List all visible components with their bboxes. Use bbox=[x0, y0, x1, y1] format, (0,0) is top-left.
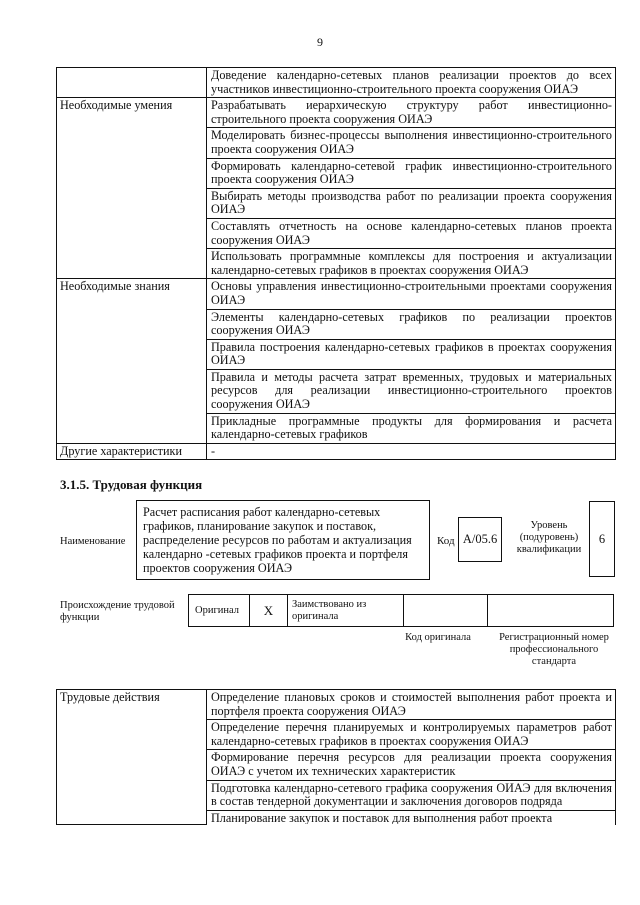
table-cell-text: Планирование закупок и поставок для выполнения работ проекта bbox=[211, 811, 553, 824]
table-cell: Доведение календарно-сетевых планов реализации проектов до всех участников инвестиционно-строительного проекта сооружения ОИАЭ bbox=[207, 68, 616, 98]
table-row bbox=[57, 443, 616, 460]
table-cell: Определение плановых сроков и стоимостей выполнения работ проекта и портфеля проекта сооружения ОИАЭ bbox=[207, 690, 616, 720]
borrowed-label: Заимствовано из оригинала bbox=[292, 599, 367, 622]
original-label: Оригинал bbox=[195, 604, 239, 616]
table-cell: Формирование перечня ресурсов для реализации проекта сооружения ОИАЭ с учетом их технических характеристик bbox=[207, 750, 616, 780]
code-label: Код bbox=[437, 535, 455, 547]
table-cell: Формировать календарно-сетевой график инвестиционно-строительного проекта сооружения ОИАЭ bbox=[207, 158, 616, 188]
function-name-value: Расчет расписания работ календарно-сетевых графиков, планирование закупок и поставок, распределение ресурсов по работам и актуализация календарно -сетевых графиков проекта и портфеля проектов сооружения ОИАЭ bbox=[143, 505, 412, 575]
table-row bbox=[57, 690, 616, 720]
table-cell: Прикладные программные продукты для формирования и расчета календарно-сетевых графиков bbox=[207, 413, 616, 443]
origin-label: Происхождение трудовой функции bbox=[60, 600, 175, 623]
original-label-cell bbox=[188, 594, 250, 627]
original-mark-cell bbox=[250, 594, 288, 627]
level-label: Уровень (подуровень) квалификации bbox=[516, 520, 582, 555]
table-cell: Правила и методы расчета затрат временных, трудовых и материальных ресурсов для реализации инвестиционно-строительного проектов сооружения ОИАЭ bbox=[207, 369, 616, 413]
competency-table bbox=[56, 67, 616, 460]
registration-number-cell bbox=[488, 594, 614, 627]
code-caption: Код оригинала bbox=[405, 632, 471, 643]
table-cell: Разрабатывать иерархическую структуру работ инвестиционно-строительного проекта сооружения ОИАЭ bbox=[207, 98, 616, 128]
origin-row bbox=[188, 594, 614, 627]
level-box bbox=[589, 501, 615, 577]
table-cell: Использовать программные комплексы для построения и актуализации календарно-сетевых графиков в проектах сооружения ОИАЭ bbox=[207, 249, 616, 279]
row-label-other: Другие характеристики bbox=[57, 443, 207, 460]
registration-caption: Регистрационный номер профессионального стандарта bbox=[499, 632, 609, 667]
function-name-box bbox=[136, 500, 430, 580]
table-cell: Определение перечня планируемых и контролируемых параметров работ календарно-сетевых графиков в проектах сооружения ОИАЭ bbox=[207, 720, 616, 750]
row-label-labor-actions: Трудовые действия bbox=[57, 690, 207, 825]
code-value: А/05.6 bbox=[462, 532, 498, 546]
table-row bbox=[57, 279, 616, 309]
name-label: Наименование bbox=[60, 536, 126, 547]
original-mark: X bbox=[263, 602, 274, 618]
code-box bbox=[458, 517, 502, 562]
original-code-cell bbox=[404, 594, 488, 627]
table-cell: Составлять отчетность на основе календарно-сетевых планов проекта сооружения ОИАЭ bbox=[207, 218, 616, 248]
table-cell: - bbox=[207, 443, 616, 460]
row-label-skills: Необходимые умения bbox=[57, 98, 207, 279]
level-value: 6 bbox=[598, 531, 606, 546]
row-label-knowledge: Необходимые знания bbox=[57, 279, 207, 444]
labor-actions-table bbox=[56, 689, 616, 825]
section-heading: 3.1.5. Трудовая функция bbox=[60, 477, 203, 492]
row-label bbox=[57, 68, 207, 98]
borrowed-label-cell bbox=[288, 594, 404, 627]
table-cell bbox=[207, 810, 616, 825]
table-cell: Основы управления инвестиционно-строительными проектами сооружения ОИАЭ bbox=[207, 279, 616, 309]
table-cell: Подготовка календарно-сетевого графика сооружения ОИАЭ для включения в состав тендерной документации и заключения договоров подряда bbox=[207, 780, 616, 810]
table-cell: Выбирать методы производства работ по реализации проекта сооружения ОИАЭ bbox=[207, 188, 616, 218]
table-cell: Элементы календарно-сетевых графиков по реализации проектов сооружения ОИАЭ bbox=[207, 309, 616, 339]
table-cell: Правила построения календарно-сетевых графиков в проектах сооружения ОИАЭ bbox=[207, 339, 616, 369]
page-number: 9 bbox=[317, 35, 323, 49]
table-cell: Моделировать бизнес-процессы выполнения инвестиционно-строительного проекта сооружения ОИАЭ bbox=[207, 128, 616, 158]
table-row bbox=[57, 98, 616, 128]
table-row bbox=[57, 68, 616, 98]
